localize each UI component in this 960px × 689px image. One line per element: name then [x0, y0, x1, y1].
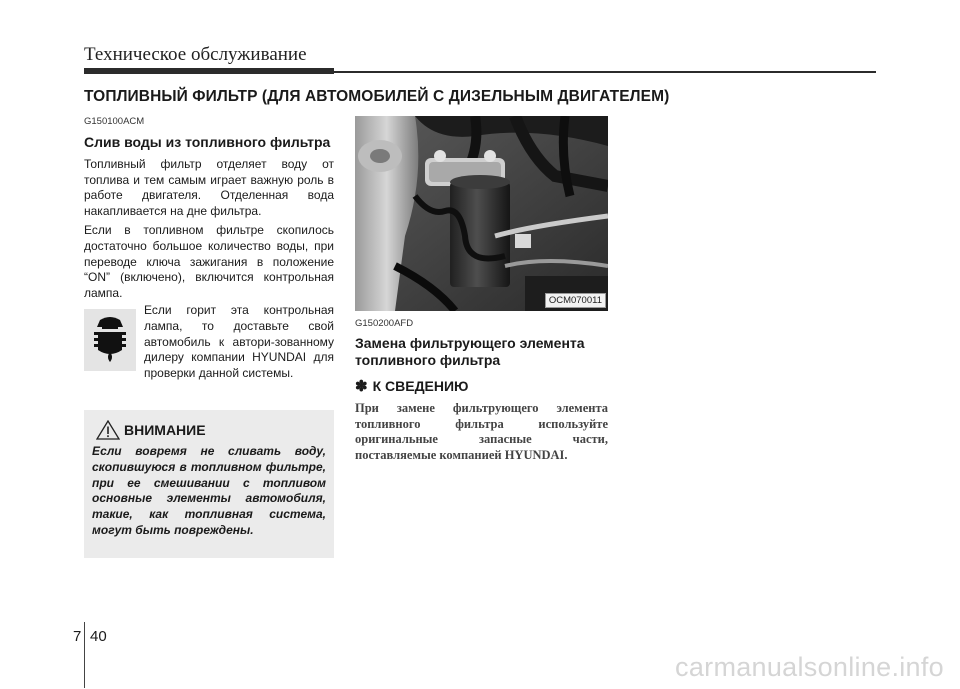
warning-title: ВНИМАНИЕ — [124, 422, 206, 438]
warning-lamp-row — [84, 303, 334, 395]
fuel-filter-photo — [355, 116, 608, 311]
running-title: Техническое обслуживание — [84, 44, 307, 65]
photo-code: OCM070011 — [545, 293, 606, 308]
drain-section-code: G150100ACM — [84, 116, 145, 127]
replace-heading: Замена фильтрующего элемента топливного фильтра — [355, 335, 585, 368]
left-column — [84, 116, 334, 395]
footer-divider — [84, 622, 85, 688]
page-number: 40 — [90, 628, 107, 645]
notice-body: При замене фильтрующего элемента топливного фильтра используйте оригинальные запасные части, поставляемые компанией HYUNDAI. — [355, 401, 608, 462]
warning-header — [92, 420, 326, 440]
header-bar-thick — [84, 68, 334, 74]
header-bar-thin — [334, 71, 876, 73]
chapter-number: 7 — [73, 628, 82, 645]
drain-heading: Слив воды из топливного фильтра — [84, 134, 331, 150]
notice-header — [355, 377, 608, 395]
warning-triangle-icon — [96, 420, 120, 440]
drain-paragraph-2: Если в топливном фильтре скопилось достаточно большое количество воды, при переводе ключа зажигания в положение “ON” (включено), включится контрольная лампа. — [84, 223, 334, 300]
warning-box — [84, 410, 334, 558]
replace-section-code: G150200AFD — [355, 318, 414, 329]
notice-title: К СВЕДЕНИЮ — [372, 378, 469, 394]
fuel-filter-water-warning-icon — [84, 309, 136, 371]
section-title: ТОПЛИВНЫЙ ФИЛЬТР (ДЛЯ АВТОМОБИЛЕЙ С ДИЗЕЛЬНЫМ ДВИГАТЕЛЕМ) — [84, 88, 670, 105]
right-column — [355, 318, 608, 463]
warning-lamp-text: Если горит эта контрольная лампа, то доставьте свой автомобиль к автори-зованному дилеру компании HYUNDAI для проверки данной системы. — [144, 303, 334, 380]
asterisk-note-icon: ✽ — [355, 378, 368, 395]
watermark: carmanualsonline.info — [675, 652, 944, 682]
drain-paragraph-1: Топливный фильтр отделяет воду от топлива и тем самым играет важную роль в работе двигателя. Отделенная вода накапливается на дне фильтра. — [84, 157, 334, 218]
warning-body: Если вовремя не сливать воду, скопившуюся в топливном фильтре, при ее смешивании с топливом основные элементы автомобиля, такие, как топливная система, могут быть повреждены. — [92, 444, 326, 537]
